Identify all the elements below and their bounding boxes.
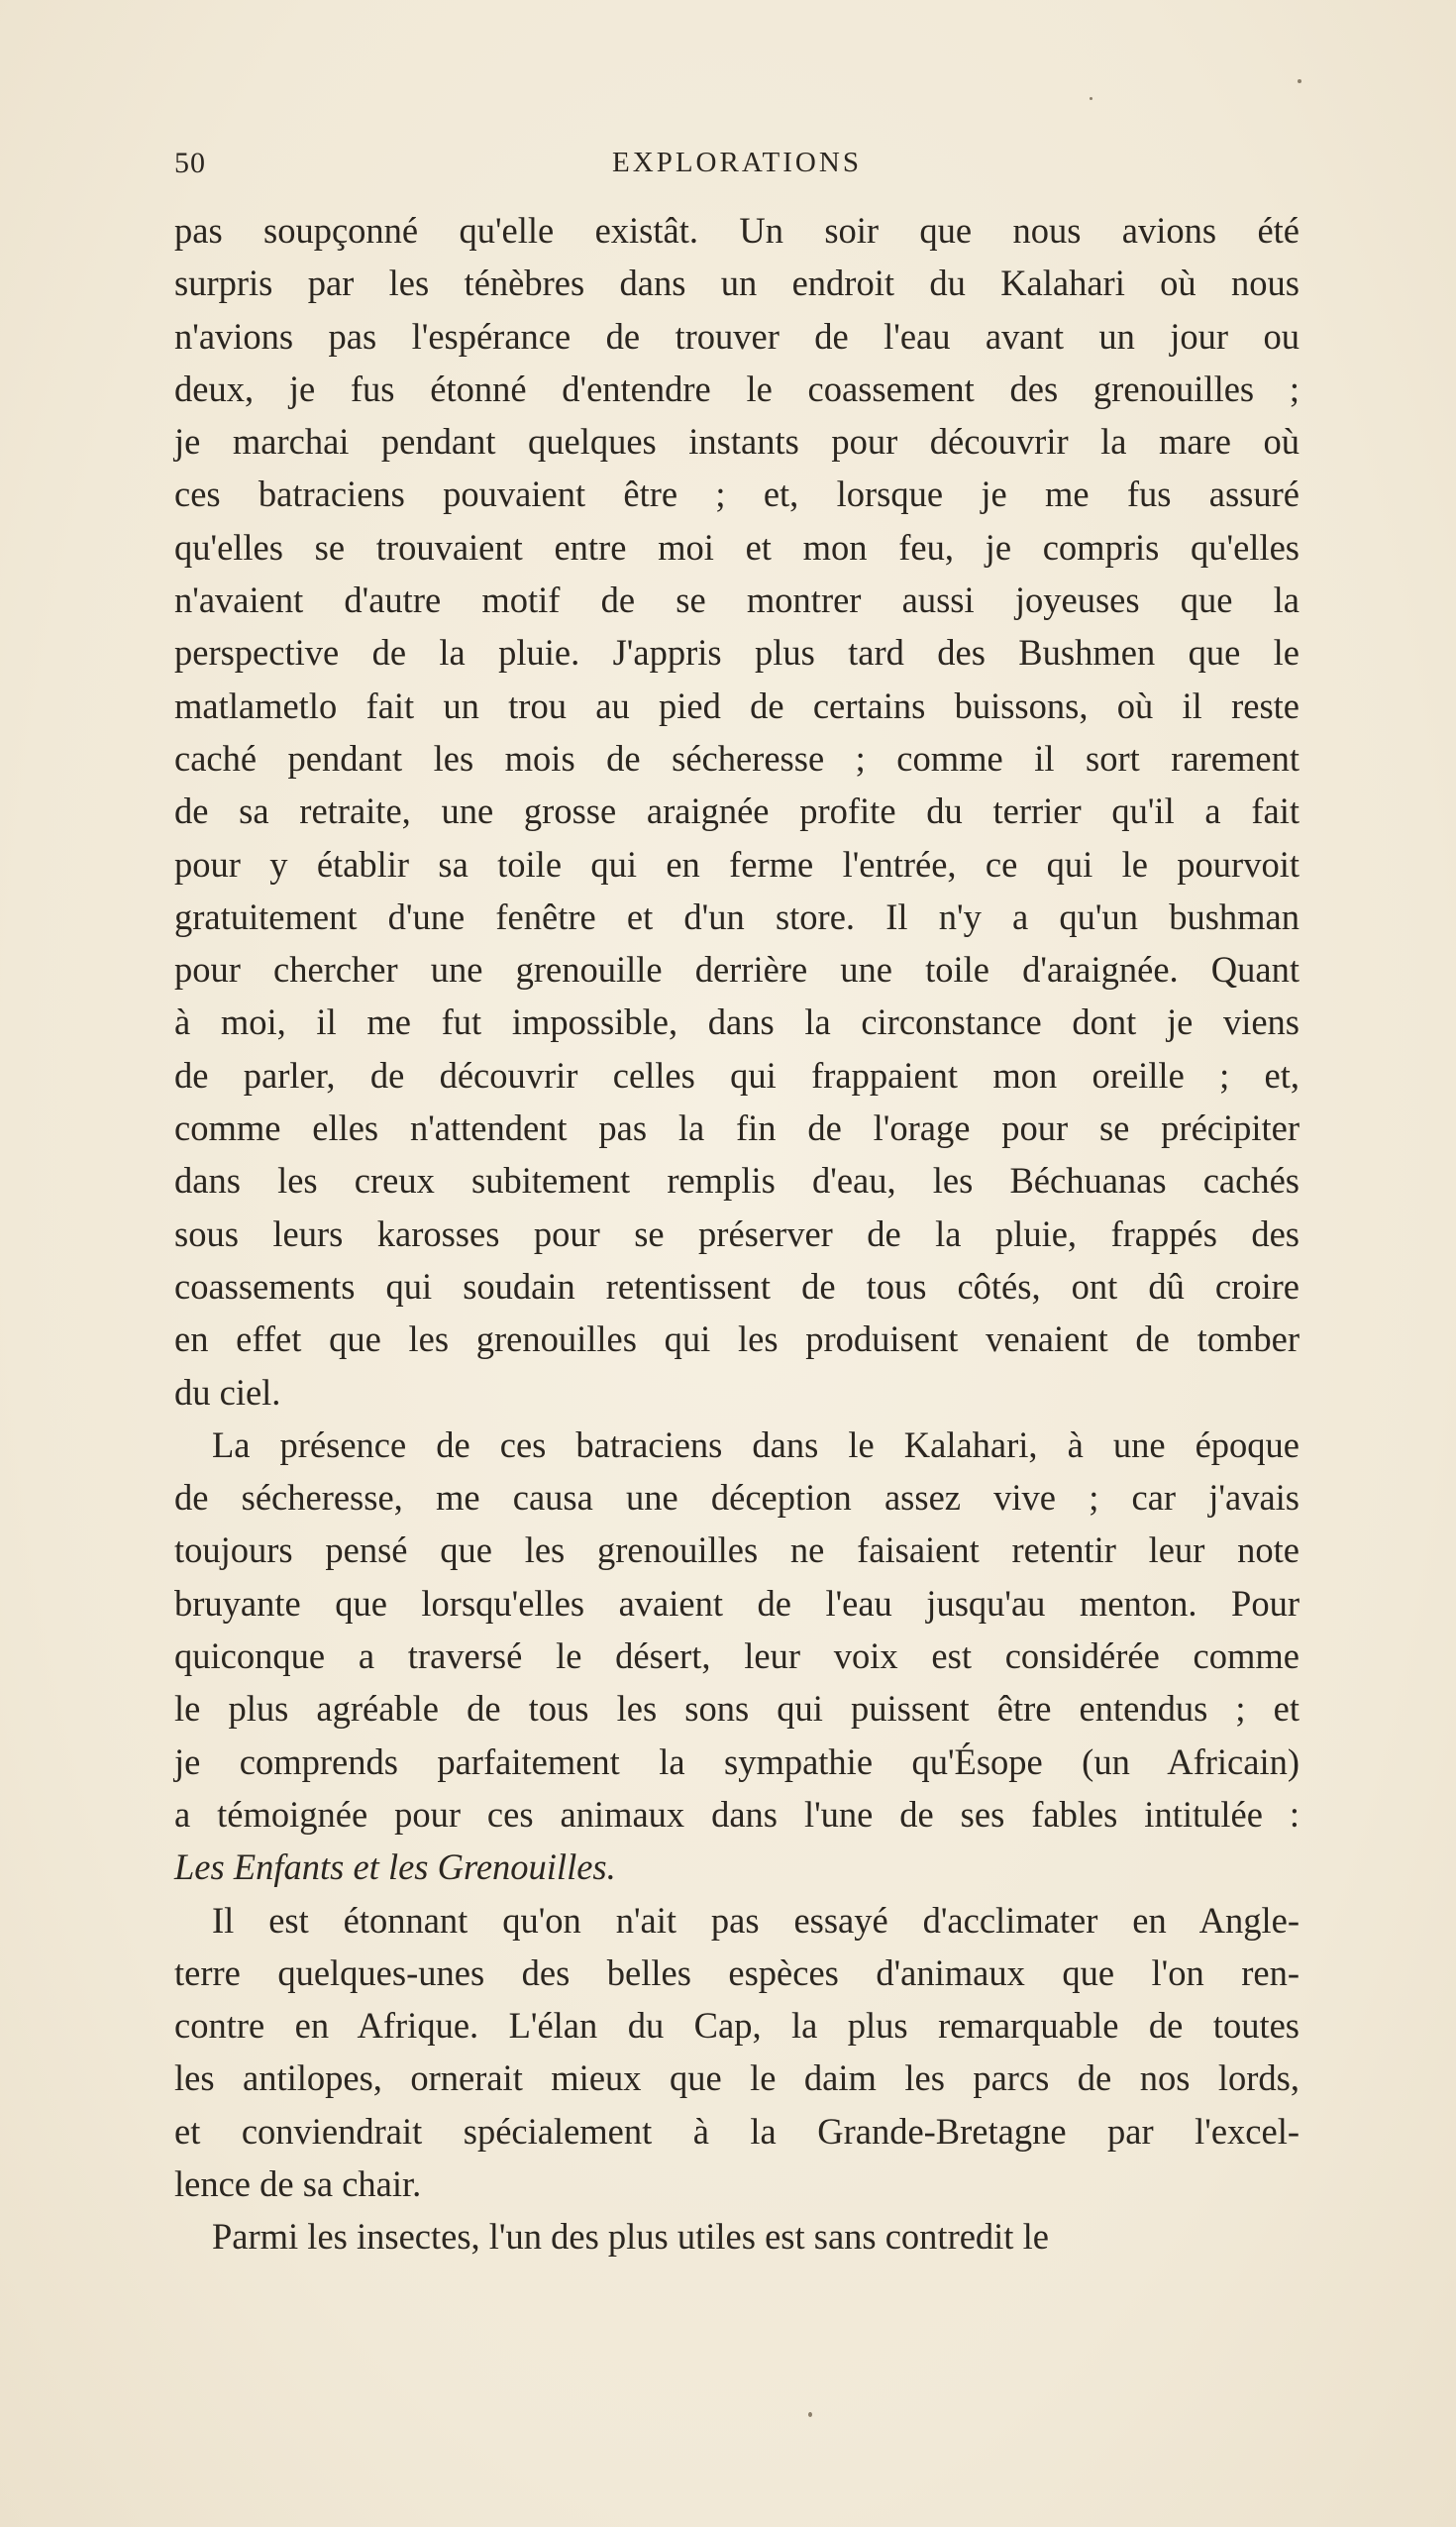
text-line: lence de sa chair. <box>174 2162 422 2204</box>
body-text <box>174 204 1300 2264</box>
text-line: matlametlo fait un trou au pied de certains buissons, où il reste <box>174 684 1300 726</box>
text-line: le plus agréable de tous les sons qui puissent être entendus ; et <box>174 1688 1300 1730</box>
page-number: 50 <box>174 147 206 179</box>
fable-title: Les Enfants et les Grenouilles. <box>174 1846 616 1888</box>
text-line: gratuitement d'une fenêtre et d'un store. Il n'y a qu'un bushman <box>174 895 1300 937</box>
paragraph <box>174 1894 1300 2211</box>
paragraph <box>174 204 1300 1419</box>
text-line: a témoignée pour ces animaux dans l'une de ses fables intitulée : <box>174 1793 1300 1835</box>
text-line: je comprends parfaitement la sympathie qu'Ésope (un Africain) <box>174 1740 1300 1782</box>
paper-speck <box>1298 79 1301 83</box>
text-line: deux, je fus étonné d'entendre le coassement des grenouilles ; <box>174 368 1300 409</box>
text-line: de sécheresse, me causa une déception assez vive ; car j'avais <box>174 1477 1300 1519</box>
text-line: qu'elles se trouvaient entre moi et mon feu, je compris qu'elles <box>174 526 1300 568</box>
paragraph <box>174 1419 1300 1894</box>
text-line: en effet que les grenouilles qui les produisent venaient de tomber <box>174 1318 1300 1360</box>
text-line: je marchai pendant quelques instants pour découvrir la mare où <box>174 421 1300 463</box>
text-line: quiconque a traversé le désert, leur voix est considérée comme <box>174 1635 1300 1677</box>
text-line: n'avions pas l'espérance de trouver de l'eau avant un jour ou <box>174 315 1300 357</box>
text-line: coassements qui soudain retentissent de tous côtés, ont dû croire <box>174 1265 1300 1307</box>
text-line: caché pendant les mois de sécheresse ; comme il sort rarement <box>174 737 1300 779</box>
text-line: bruyante que lorsqu'elles avaient de l'eau jusqu'au menton. Pour <box>174 1582 1300 1624</box>
text-line: ces batraciens pouvaient être ; et, lorsque je me fus assuré <box>174 474 1300 515</box>
text-line: contre en Afrique. L'élan du Cap, la plus remarquable de toutes <box>174 2005 1300 2047</box>
text-line: n'avaient d'autre motif de se montrer aussi joyeuses que la <box>174 579 1300 621</box>
paper-speck <box>808 2412 812 2417</box>
text-line: et conviendrait spécialement à la Grande-Bretagne par l'excel- <box>174 2110 1300 2152</box>
text-line: comme elles n'attendent pas la fin de l'orage pour se précipiter <box>174 1107 1300 1149</box>
text-line: terre quelques-unes des belles espèces d'animaux que l'on ren- <box>174 1951 1300 1993</box>
text-line: de parler, de découvrir celles qui frappaient mon oreille ; et, <box>174 1054 1300 1096</box>
text-line: du ciel. <box>174 1371 281 1413</box>
text-line: pour y établir sa toile qui en ferme l'entrée, ce qui le pourvoit <box>174 843 1300 885</box>
text-line: dans les creux subitement remplis d'eau, les Béchuanas cachés <box>174 1160 1300 1202</box>
text-line: surpris par les ténèbres dans un endroit du Kalahari où nous <box>174 263 1300 304</box>
running-head: EXPLORATIONS <box>612 147 862 178</box>
text-line: perspective de la pluie. J'appris plus tard des Bushmen que le <box>174 632 1300 674</box>
text-line: toujours pensé que les grenouilles ne faisaient retentir leur note <box>174 1529 1300 1571</box>
text-line: Parmi les insectes, l'un des plus utiles est sans contredit le <box>212 2216 1049 2258</box>
page-header <box>174 147 1300 186</box>
text-line: pas soupçonné qu'elle existât. Un soir que nous avions été <box>174 210 1300 251</box>
text-line: sous leurs karosses pour se préserver de la pluie, frappés des <box>174 1212 1300 1254</box>
text-line: à moi, il me fut impossible, dans la circonstance dont je viens <box>174 1001 1300 1043</box>
text-line: de sa retraite, une grosse araignée profite du terrier qu'il a fait <box>174 790 1300 832</box>
paragraph <box>174 2210 1300 2263</box>
paper-speck <box>1090 97 1092 100</box>
text-line: les antilopes, ornerait mieux que le daim les parcs de nos lords, <box>174 2057 1300 2099</box>
text-line: pour chercher une grenouille derrière une toile d'araignée. Quant <box>174 949 1300 991</box>
text-line: La présence de ces batraciens dans le Kalahari, à une époque <box>212 1423 1300 1465</box>
text-line: Il est étonnant qu'on n'ait pas essayé d'acclimater en Angle- <box>212 1899 1300 1941</box>
